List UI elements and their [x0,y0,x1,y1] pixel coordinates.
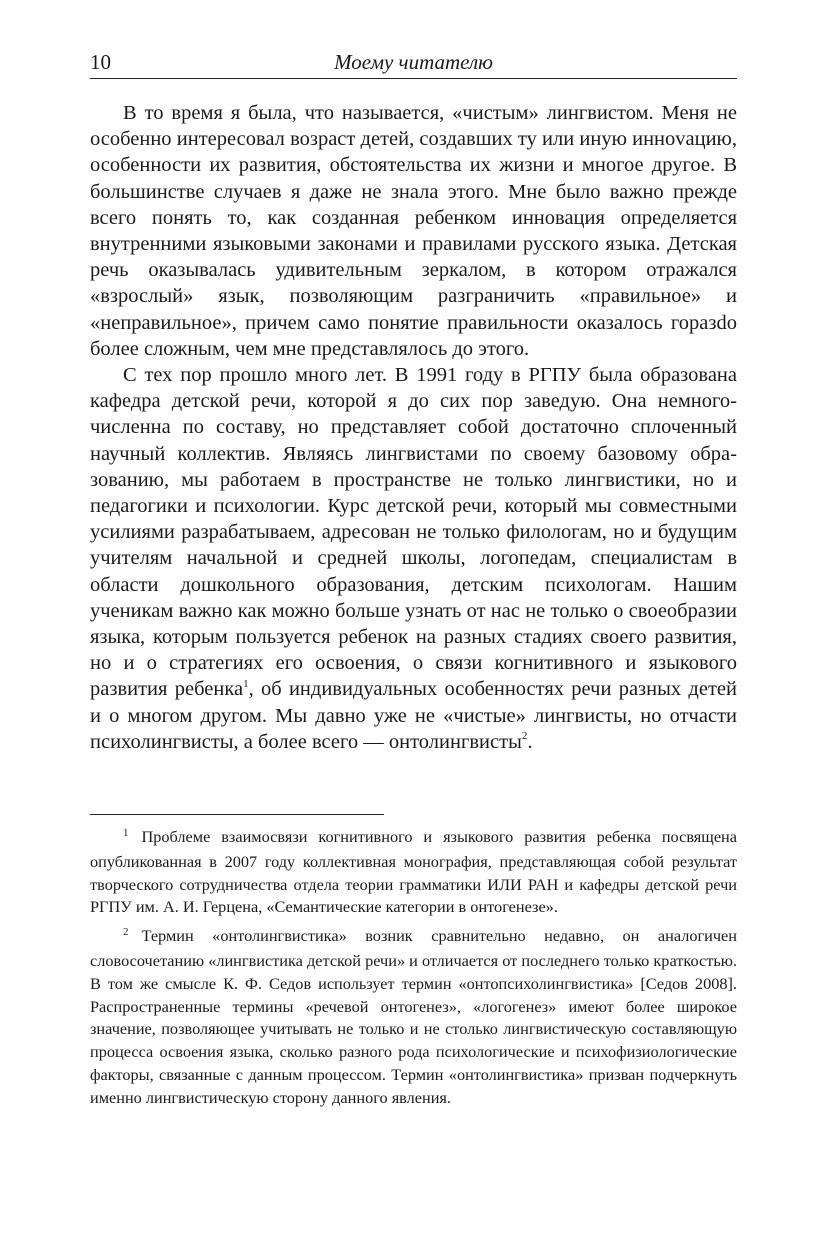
footnote-2 [90,925,737,1109]
paragraph-2 [90,362,737,755]
footnote-2-mark: 2 [123,926,129,939]
page-number: 10 [90,50,111,74]
footnote-ref-2[interactable]: 2 [521,730,528,743]
footnote-2-text: Термин «онтолингвистика» возник сравнительно недавно, он аналогичен словосочетанию «лингвистика детской речи» и отличается от последнего только краткостью. В том же смысле К. Ф. Седов использует термин «онтопсихолингвистика» [Седов 2008]. Распространенные термины «речевой онтогенез», «логогенез» имеют более широкое значение, позволяющее учитывать не только и не столько лингвистическую составляющую процесса освоения языка, сколько разного рода психологические и психофизиологические факторы, связанные с данным процессом. Термин «онтолингвистика» призван подчеркнуть именно лингвистическую сторону данного явления. [90,926,737,1107]
footnote-1 [90,826,737,919]
paragraph-1: В то время я была, что называется, «чистым» лингвистом. Меня не особенно интересовал возраст детей, создавших ту или иную инноvацию, особенности их развития, обстоятельства их жизни и многое другое. В большинстве случаев я даже не знала этого. Мне было важно прежде всего понять то, как созданная ребенком инновация определяется внутренними языковыми законами и правилами русского языка. Детская речь оказывалась удивительным зеркалом, в котором отражался «взрослый» язык, позволяющим разграничить «правильное» и «неправильное», причем само понятие правильности оказалось горазdо более сложным, чем мне представлялось до этого. [90,102,737,360]
running-title: Моему читателю [334,50,493,74]
footnote-1-mark: 1 [123,827,129,839]
page-header [90,48,737,79]
main-text [90,100,737,755]
paragraph-2-text-c: . [527,730,533,753]
paragraph-2-text-a: С тех пор прошло много лет. В 1991 году в РГПУ была образована кафедра детской речи, которой я до сих пор заведую. Она немногочисленна по составу, но представляет собой достаточно сплоченный научный коллектив. Являясь лингвистами по своему базовому образованию, мы работаем в пространстве не только лингвистики, но и педагогики и психологии. Курс детской речи, который мы совместными усилиями разрабатываем, адресован не только филологам, но и будущим учителям начальной и средней школы, логопедам, специалистам в области дошкольного образования, детским психологам. Нашим ученикам важно как можно больше узнать от нас не только о своеобразии языка, которым пользуется ребенок на разных стадиях своего развития, но и о стратегиях его освоения, о связи когнитивного и языкового развития ребенка [90,364,737,701]
footnote-1-text: Проблеме взаимосвязи когнитивного и языкового развития ребенка посвящена опубликованная в 2007 году коллективная монография, представляющая собой результат творческого сотрудничества отдела теории грамматики ИЛИ РАН и кафедры детской речи РГПУ им. А. И. Герцена, «Семантические категории в онтогенезе». [90,827,737,917]
footnote-ref-1[interactable]: 1 [243,677,249,690]
footnote-separator [90,814,384,815]
footnotes [90,826,737,1110]
paragraph-2-text-b: , об индивидуальных особенностях речи разных детей и о многом другом. Мы давно уже не «чистые» лингвисты, но отчасти психолингвисты, а более всего — онтолингвисты [90,678,737,753]
